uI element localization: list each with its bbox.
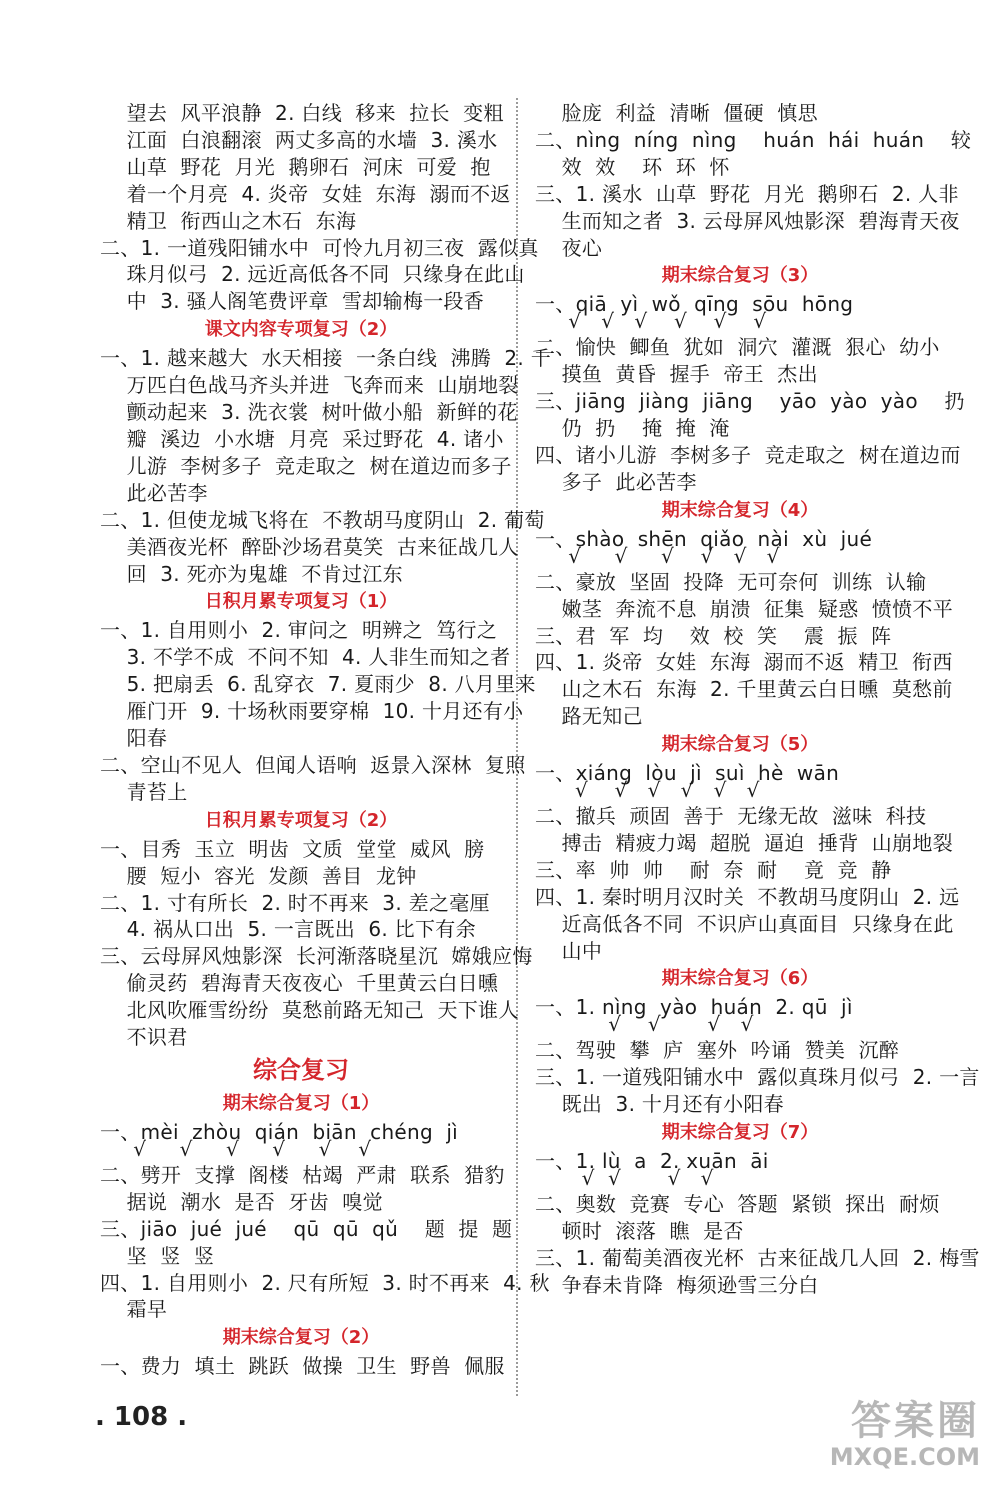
answer-line: 夜心	[535, 235, 603, 260]
answer-line: 三、云母屏风烛影深 长河渐落晓星沉 嫦娥应悔	[100, 944, 533, 969]
section-heading: 期末综合复习（2）	[222, 1327, 380, 1349]
answer-line: 二、奥数 竞赛 专心 答题 紧锁 探出 耐烦	[535, 1192, 940, 1216]
answer-line: 北风吹雁雪纷纷 莫愁前路无知己 天下谁人	[100, 998, 519, 1023]
answer-line: 搏击 精疲力竭 超脱 逼迫 捶背 山崩地裂	[535, 830, 954, 855]
watermark	[830, 1399, 980, 1471]
answer-line: 万匹白色战马齐头并进 飞奔而来 山崩地裂	[100, 373, 519, 398]
answer-line: 据说 潮水 是否 牙齿 嗅觉	[100, 1189, 383, 1214]
section-heading: 期末综合复习（5）	[661, 734, 819, 756]
answer-line: 三、君 军 均 效 校 笑 震 振 阵	[535, 623, 892, 648]
answer-line: 江面 白浪翻滚 两丈多高的水墙 3. 溪水	[100, 127, 498, 152]
answer-line: 三、1. 溪水 山草 野花 月光 鹅卵石 2. 人非	[535, 181, 959, 206]
answer-line: 一、mèi zhòu qián biān chéng jì	[100, 1120, 459, 1144]
answer-line: 一、目秀 玉立 明齿 文质 堂堂 威风 膀	[100, 836, 485, 861]
answer-line: 3. 不学不成 不问不知 4. 人非生而知之者	[100, 645, 511, 670]
answer-line: 一、1. 自用则小 2. 审问之 明辨之 笃行之	[100, 618, 498, 643]
check-marks: √ √ √ √ √ √	[100, 1136, 372, 1161]
answer-line: 坚 竖 竖	[100, 1243, 215, 1268]
column-divider	[516, 98, 518, 1396]
watermark-url: MXQE.COM	[829, 1443, 980, 1471]
answer-line: 一、1. 越来越大 水天相接 一条白线 沸腾 2. 千	[100, 346, 552, 371]
answer-line: 一、费力 填土 跳跃 做操 卫生 野兽 佩服	[100, 1354, 505, 1379]
answer-line: 珠月似弓 2. 远近高低各不同 只缘身在此山	[100, 262, 525, 287]
answer-line: 三、1. 葡萄美酒夜光杯 古来征战几人回 2. 梅雪	[535, 1245, 980, 1270]
answer-line: 一、shào shēn qiǎo nài xù jué	[535, 526, 873, 551]
section-heading: 日积月累专项复习（2）	[204, 809, 398, 831]
answer-line: 儿游 李树多子 竞走取之 树在道边而多子	[100, 453, 512, 478]
answer-line: 路无知己	[535, 704, 643, 729]
answer-line: 阳春	[100, 726, 168, 751]
answer-line: 摸鱼 黄昏 握手 帝王 杰出	[535, 362, 818, 387]
answer-line: 青苔上	[100, 779, 188, 804]
section-heading: 期末综合复习（6）	[661, 968, 819, 990]
answer-line: 四、1. 炎帝 女娃 东海 溺而不返 精卫 衔西	[535, 650, 953, 675]
answer-line: 美酒夜光杯 醉卧沙场君莫笑 古来征战几人	[100, 534, 519, 559]
answer-line: 霜早	[100, 1297, 168, 1322]
section-heading: 课文内容专项复习（2）	[204, 319, 398, 341]
answer-line: 一、xiáng lòu jì suì hè wān	[535, 761, 840, 786]
answer-line: 4. 祸从口出 5. 一言既出 6. 比下有余	[100, 917, 476, 942]
answer-line: 着一个月亮 4. 炎帝 女娃 东海 溺而不返	[100, 181, 511, 206]
check-marks: √ √ √ √ √ √	[535, 778, 760, 803]
answer-line: 四、1. 自用则小 2. 尺有所短 3. 时不再来 4. 秋	[100, 1270, 550, 1295]
answer-line: 顿时 滚落 瞧 是否	[535, 1218, 744, 1243]
answer-line: 腰 短小 容光 发颜 善目 龙钟	[100, 863, 417, 888]
answer-line: 脸庞 利益 清晰 僵硬 慎思	[535, 101, 818, 125]
answer-line: 二、1. 一道残阳铺水中 可怜九月初三夜 露似真	[100, 235, 539, 260]
answer-line: 瓣 溪边 小水塘 月亮 采过野花 4. 诸小	[100, 426, 504, 451]
answer-line: 精卫 衔西山之木石 东海	[100, 208, 357, 233]
right-answer-column	[535, 100, 980, 1299]
answer-line: 争春未肯降 梅须逊雪三分白	[535, 1272, 819, 1297]
answer-line: 二、1. 寸有所长 2. 时不再来 3. 差之毫厘	[100, 890, 490, 915]
part-heading: 综合复习	[253, 1056, 349, 1084]
check-marks: √ √ √ √ √ √	[535, 543, 780, 568]
answer-line: 二、nìng níng nìng huán hái huán 较	[535, 127, 972, 152]
watermark-title: 答案圈	[851, 1398, 980, 1444]
answer-line: 二、空山不见人 但闻人语响 返景入深林 复照	[100, 752, 526, 777]
answer-line: 中 3. 骚人阁笔费评章 雪却输梅一段香	[100, 289, 485, 314]
section-heading: 期末综合复习（1）	[222, 1093, 380, 1114]
answer-line: 山草 野花 月光 鹅卵石 河床 可爱 抱	[100, 154, 491, 179]
answer-line: 一、1. nìng yào huán 2. qū jì	[535, 995, 853, 1020]
check-marks: √ √ √ √ √ √	[535, 309, 767, 334]
answer-line: 二、1. 但使龙城飞将在 不教胡马度阴山 2. 葡萄	[100, 507, 545, 532]
answer-line: 颤动起来 3. 洗衣裳 树叶做小船 新鲜的花	[100, 400, 518, 425]
section-heading: 期末综合复习（4）	[661, 499, 819, 521]
answer-line: 多子 此必苦李	[535, 469, 697, 494]
answer-line: 山中	[535, 938, 603, 963]
answer-line: 二、驾驶 攀 庐 塞外 吟诵 赞美 沉醉	[535, 1038, 900, 1063]
answer-line: 二、愉快 鲫鱼 犹如 洞穴 灌溉 狠心 幼小	[535, 335, 940, 360]
answer-line: 望去 风平浪静 2. 白线 移来 拉长 变粗	[100, 101, 504, 125]
answer-line: 四、诸小儿游 李树多子 竞走取之 树在道边而	[535, 442, 961, 467]
answer-line: 回 3. 死亦为鬼雄 不肯过江东	[100, 561, 403, 586]
answer-line: 三、jiāo jué jué qū qū qǔ 题 提 题	[100, 1216, 513, 1241]
answer-line: 三、jiāng jiàng jiāng yāo yào yào 扔	[535, 389, 965, 414]
answer-line: 山之木石 东海 2. 千里黄云白日曛 莫愁前	[535, 677, 953, 702]
answer-line: 偷灵药 碧海青天夜夜心 千里黄云白日曛	[100, 971, 499, 996]
section-heading: 期末综合复习（3）	[661, 265, 819, 287]
answer-line: 一、1. lù a 2. xuān āi	[535, 1149, 769, 1174]
answer-line: 三、率 帅 帅 耐 奈 耐 竟 竞 静	[535, 857, 892, 882]
answer-line: 生而知之者 3. 云母屏风烛影深 碧海青天夜	[535, 208, 960, 233]
answer-line: 近高低各不同 不识庐山真面目 只缘身在此	[535, 911, 954, 936]
section-heading: 期末综合复习（7）	[661, 1122, 819, 1144]
answer-line: 既出 3. 十月还有小阳春	[535, 1092, 784, 1117]
section-heading: 日积月累专项复习（1）	[204, 591, 398, 613]
check-marks: √ √ √ √	[535, 1166, 714, 1190]
check-marks: √ √ √ √	[535, 1012, 754, 1037]
answer-line: 嫩茎 奔流不息 崩溃 征集 疑惑 愤愤不平	[535, 596, 954, 621]
answer-line: 5. 把扇丢 6. 乱穿衣 7. 夏雨少 8. 八月里来	[100, 672, 536, 697]
answer-line: 二、豪放 坚固 投降 无可奈何 训练 认输	[535, 569, 927, 594]
answer-line: 此必苦李	[100, 480, 208, 505]
answer-line: 二、劈开 支撑 阁楼 枯竭 严肃 联系 猎豹	[100, 1162, 505, 1187]
answer-line: 三、1. 一道残阳铺水中 露似真珠月似弓 2. 一言	[535, 1065, 980, 1090]
left-answer-column	[100, 100, 552, 1380]
answer-line: 四、1. 秦时明月汉时关 不教胡马度阴山 2. 远	[535, 884, 960, 909]
answer-line: 效 效 环 环 怀	[535, 154, 730, 179]
answer-line: 一、qiā yì wǒ qīng sōu hōng	[535, 292, 854, 317]
page-number: . 108 .	[95, 1402, 188, 1432]
answer-line: 不识君	[100, 1025, 188, 1050]
answer-line: 二、撤兵 顽固 善于 无缘无故 滋味 科技	[535, 804, 927, 829]
answer-line: 仍 扔 掩 掩 淹	[535, 416, 730, 441]
answer-line: 雁门开 9. 十场秋雨要穿棉 10. 十月还有小	[100, 699, 524, 724]
